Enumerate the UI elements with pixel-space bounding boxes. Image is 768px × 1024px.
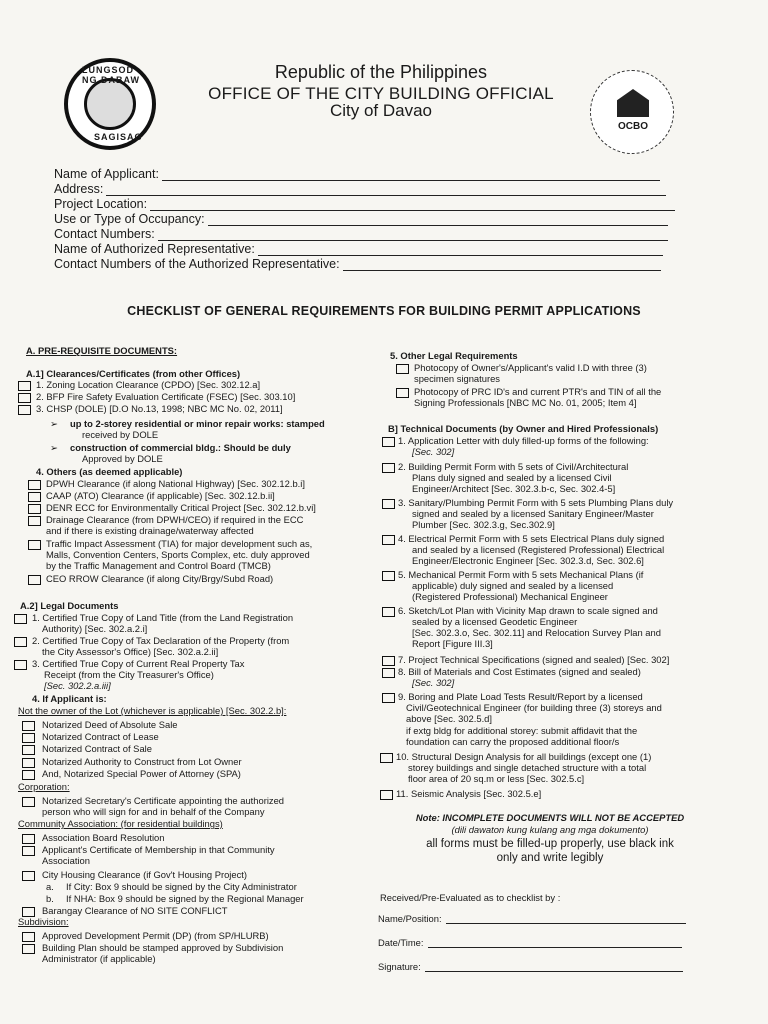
field-line[interactable]: [258, 244, 663, 256]
field-label: Name of Applicant:: [54, 167, 159, 181]
list-item: 7. Project Technical Specifications (signed and sealed) [Sec. 302]: [398, 654, 670, 665]
list-item: Receipt (from the City Treasurer's Office): [44, 669, 214, 680]
checkbox[interactable]: [28, 540, 41, 550]
list-item: If NHA: Box 9 should be signed by the Regional Manager: [66, 893, 304, 904]
field-label: Project Location:: [54, 197, 148, 211]
checkbox[interactable]: [382, 656, 395, 666]
list-item: 6. Sketch/Lot Plan with Vicinity Map drawn to scale signed and: [398, 605, 658, 616]
checkbox[interactable]: [22, 834, 35, 844]
list-item: City Housing Clearance (if Gov't Housing Project): [42, 869, 247, 880]
header-republic: Republic of the Philippines: [274, 62, 488, 82]
list-item: 5. Mechanical Permit Form with 5 sets Mechanical Plans (if: [398, 569, 644, 580]
field-applicant-name[interactable]: [54, 167, 660, 181]
field-line[interactable]: [208, 214, 668, 226]
field-label: Name of Authorized Representative:: [54, 242, 255, 256]
checkbox[interactable]: [382, 499, 395, 509]
field-project-location[interactable]: [54, 197, 675, 211]
field-label: Contact Numbers of the Authorized Representative:: [54, 257, 340, 271]
checkbox[interactable]: [382, 535, 395, 545]
checkbox[interactable]: [22, 797, 35, 807]
checkbox[interactable]: [22, 871, 35, 881]
ocbo-label: OCBO: [618, 121, 648, 132]
checkbox[interactable]: [22, 733, 35, 743]
section-technical-documents: B] Technical Documents (by Owner and Hired Professionals): [388, 423, 659, 434]
list-item: Authority) [Sec. 302.a.2.i]: [42, 623, 148, 634]
list-item: 10. Structural Design Analysis for all buildings (except one (1): [396, 751, 652, 762]
section-legal-documents: A.2] Legal Documents: [20, 600, 119, 611]
checkbox[interactable]: [382, 571, 395, 581]
signoff-heading: Received/Pre-Evaluated as to checklist by :: [380, 892, 561, 903]
signoff-line[interactable]: [428, 937, 682, 948]
list-item: 3. CHSP (DOLE) [D.O No.13, 1998; NBC MC No. 02, 2011]: [36, 403, 283, 414]
list-item: Report [Figure III.3]: [412, 638, 493, 649]
subsection-corporation: Corporation:: [18, 781, 70, 792]
list-item: [Sec. 302.2.a.iii]: [44, 680, 111, 691]
list-item: 4. Electrical Permit Form with 5 sets Electrical Plans duly signed: [398, 533, 665, 544]
list-item: Notarized Deed of Absolute Sale: [42, 719, 178, 730]
list-item: Barangay Clearance of NO SITE CONFLICT: [42, 905, 228, 916]
list-item: Plans duly signed and sealed by a licensed Civil: [412, 472, 612, 483]
list-item: Association Board Resolution: [42, 832, 165, 843]
note-legibly: only and write legibly: [496, 852, 604, 864]
field-contact-numbers[interactable]: [54, 227, 668, 241]
list-item: if extg bldg for additional storey: submit affidavit that the: [406, 725, 638, 736]
signoff-label: Name/Position:: [378, 913, 442, 924]
list-item: Administrator (if applicable): [42, 953, 156, 964]
list-item: Engineer/Electronic Engineer [Sec. 302.3.d, Sec. 302.6]: [412, 555, 644, 566]
signoff-line[interactable]: [446, 913, 686, 924]
list-item: 2. BFP Fire Safety Evaluation Certificate (FSEC) [Sec. 303.10]: [36, 391, 296, 402]
section-prerequisite: A. PRE-REQUISITE DOCUMENTS:: [26, 345, 178, 356]
seal-top-text: LUNGSOD NG DABAW: [82, 65, 140, 85]
list-item: (Registered Professional) Mechanical Engineer: [412, 591, 608, 602]
note-bisaya: (dili dawaton kung kulang ang mga dokumento): [451, 824, 649, 835]
list-item: by the Traffic Management and Control Board (TMCB): [46, 560, 271, 571]
list-item: 11. Seismic Analysis [Sec. 302.5.e]: [396, 788, 542, 799]
checkbox[interactable]: [22, 770, 35, 780]
checkbox[interactable]: [22, 745, 35, 755]
list-item: the City Assessor's Office) [Sec. 302.a.2.ii]: [42, 646, 219, 657]
section-clearances: A.1] Clearances/Certificates (from other Offices): [26, 368, 241, 379]
checkbox[interactable]: [18, 381, 31, 391]
list-item: above [Sec. 302.5.d]: [406, 713, 493, 724]
list-item: 8. Bill of Materials and Cost Estimates (signed and sealed): [398, 666, 641, 677]
list-item: sealed by a licensed Geodetic Engineer: [412, 616, 578, 627]
checkbox[interactable]: [28, 516, 41, 526]
checkbox[interactable]: [18, 405, 31, 415]
list-item: 3. Sanitary/Plumbing Permit Form with 5 sets Plumbing Plans duly: [398, 497, 674, 508]
list-item: 1. Zoning Location Clearance (CPDO) [Sec. 302.12.a]: [36, 379, 261, 390]
list-item: 1. Certified True Copy of Land Title (from the Land Registration: [32, 612, 294, 623]
header-city: City of Davao: [329, 101, 433, 120]
note-incomplete: Note: INCOMPLETE DOCUMENTS WILL NOT BE ACCEPTED: [415, 812, 685, 823]
list-item: Association: [42, 855, 90, 866]
list-item: Malls, Convention Centers, Sports Complex, etc. duly approved: [46, 549, 310, 560]
list-item: and if there is existing drainage/waterway affected: [46, 525, 254, 536]
checkbox[interactable]: [18, 393, 31, 403]
signoff-label: Signature:: [378, 961, 421, 972]
list-item: Photocopy of Owner's/Applicant's valid I.D with three (3): [414, 362, 647, 373]
field-label: Contact Numbers:: [54, 227, 155, 241]
field-line[interactable]: [106, 184, 666, 196]
list-item: Notarized Contract of Sale: [42, 743, 152, 754]
subsection-subdivision: Subdivision:: [18, 916, 69, 927]
list-item: Approved Development Permit (DP) (from SP/HLURB): [42, 930, 269, 941]
list-item: Notarized Contract of Lease: [42, 731, 159, 742]
signoff-signature-field[interactable]: [378, 961, 683, 972]
checkbox[interactable]: [22, 932, 35, 942]
list-item: Plumber [Sec. 302.3.g, Sec.302.9]: [412, 519, 555, 530]
checkbox[interactable]: [14, 637, 27, 647]
checkbox[interactable]: [14, 614, 27, 624]
seal-emblem: [84, 78, 136, 130]
checkbox[interactable]: [28, 480, 41, 490]
subsection-other-legal: 5. Other Legal Requirements: [390, 350, 518, 361]
checkbox[interactable]: [382, 693, 395, 703]
bullet-b: b.: [46, 893, 54, 904]
field-representative[interactable]: [54, 242, 663, 256]
list-item: 2. Building Permit Form with 5 sets of Civil/Architectural: [398, 461, 629, 472]
field-label: Use or Type of Occupancy:: [54, 212, 205, 226]
list-item: 9. Boring and Plate Load Tests Result/Report by a licensed: [398, 691, 643, 702]
arrow-bullet: ➢: [50, 442, 58, 453]
seal-bottom-text: SAGISAG: [94, 132, 143, 142]
checkbox[interactable]: [22, 846, 35, 856]
checkbox[interactable]: [28, 492, 41, 502]
signoff-date-field[interactable]: [378, 937, 682, 948]
subsection-community-association: Community Association: (for residential buildings): [18, 818, 223, 829]
checkbox[interactable]: [380, 790, 393, 800]
checkbox[interactable]: [396, 388, 409, 398]
checkbox[interactable]: [382, 607, 395, 617]
list-item: Signing Professionals [NBC MC No. 01, 2005; Item 4]: [414, 397, 637, 408]
list-item: 3. Certified True Copy of Current Real Property Tax: [32, 658, 245, 669]
list-item: Traffic Impact Assessment (TIA) for major development such as,: [46, 538, 313, 549]
list-item: Approved by DOLE: [82, 453, 163, 464]
field-occupancy[interactable]: [54, 212, 668, 226]
signoff-line[interactable]: [425, 961, 683, 972]
checkbox[interactable]: [382, 463, 395, 473]
list-item: If City: Box 9 should be signed by the City Administrator: [66, 881, 297, 892]
signoff-name-field[interactable]: [378, 913, 686, 924]
checkbox[interactable]: [14, 660, 27, 670]
ocbo-seal-logo: [590, 70, 674, 154]
checklist-title: CHECKLIST OF GENERAL REQUIREMENTS FOR BUILDING PERMIT APPLICATIONS: [127, 304, 641, 318]
list-item: Engineer/Architect [Sec. 302.3.b-c, Sec. 302.4-5]: [412, 483, 616, 494]
list-item: DPWH Clearance (if along National Highway) [Sec. 302.12.b.i]: [46, 478, 305, 489]
checkbox[interactable]: [382, 668, 395, 678]
list-item: construction of commercial bldg.: Should be duly: [70, 442, 291, 453]
list-item: 1. Application Letter with duly filled-up forms of the following:: [398, 435, 649, 446]
subsection-not-owner: Not the owner of the Lot (whichever is applicable) [Sec. 302.2.b]:: [18, 705, 287, 716]
checkbox[interactable]: [382, 437, 395, 447]
list-item: person who will sign for and in behalf of the Company: [42, 806, 265, 817]
list-item: [Sec. 302.3.o, Sec. 302.11] and Relocation Survey Plan and: [412, 627, 661, 638]
list-item: [Sec. 302]: [412, 446, 455, 457]
checkbox[interactable]: [380, 753, 393, 763]
header-office: OFFICE OF THE CITY BUILDING OFFICIAL: [208, 84, 554, 103]
list-item: And, Notarized Special Power of Attorney (SPA): [42, 768, 241, 779]
list-item: applicable) duly signed and sealed by a licensed: [412, 580, 614, 591]
subsection-others: 4. Others (as deemed applicable): [36, 466, 183, 477]
list-item: CAAP (ATO) Clearance (if applicable) [Sec. 302.12.b.ii]: [46, 490, 275, 501]
subsection-if-applicant: 4. If Applicant is:: [32, 693, 107, 704]
list-item: and sealed by a licensed (Registered Professional) Electrical: [412, 544, 665, 555]
list-item: DENR ECC for Environmentally Critical Project [Sec. 302.12.b.vi]: [46, 502, 316, 513]
list-item: Building Plan should be stamped approved by Subdivision: [42, 942, 284, 953]
list-item: foundation can carry the proposed additional floor/s: [406, 736, 620, 747]
list-item: Civil/Geotechnical Engineer (for building three (3) storeys and: [406, 702, 662, 713]
list-item: Applicant's Certificate of Membership in that Community: [42, 844, 275, 855]
note-forms: all forms must be filled-up properly, use black ink: [426, 838, 674, 850]
list-item: floor area of 20 sq.m or less [Sec. 302.5.c]: [408, 773, 585, 784]
list-item: Notarized Authority to Construct from Lot Owner: [42, 756, 242, 767]
checkbox[interactable]: [396, 364, 409, 374]
list-item: Notarized Secretary's Certificate appointing the authorized: [42, 795, 285, 806]
field-address[interactable]: [54, 182, 666, 196]
field-line[interactable]: [343, 259, 661, 271]
checkbox[interactable]: [22, 721, 35, 731]
signoff-label: Date/Time:: [378, 937, 424, 948]
list-item: received by DOLE: [82, 429, 159, 440]
list-item: specimen signatures: [414, 373, 500, 384]
arrow-bullet: ➢: [50, 418, 58, 429]
field-label: Address:: [54, 182, 104, 196]
list-item: 2. Certified True Copy of Tax Declaration of the Property (from: [32, 635, 290, 646]
list-item: [Sec. 302]: [412, 677, 455, 688]
list-item: Photocopy of PRC ID's and current PTR's and TIN of all the: [414, 386, 662, 397]
city-seal-logo: [64, 58, 156, 150]
list-item: Drainage Clearance (from DPWH/CEO) if required in the ECC: [46, 514, 304, 525]
field-line[interactable]: [150, 199, 675, 211]
field-line[interactable]: [162, 169, 660, 181]
field-line[interactable]: [158, 229, 668, 241]
checkbox[interactable]: [22, 758, 35, 768]
checkbox[interactable]: [28, 575, 41, 585]
bullet-a: a.: [46, 881, 54, 892]
checkbox[interactable]: [22, 944, 35, 954]
list-item: storey buildings and single detached structure with a total: [408, 762, 647, 773]
list-item: CEO RROW Clearance (if along City/Brgy/Subd Road): [46, 573, 274, 584]
list-item: up to 2-storey residential or minor repair works: stamped: [70, 418, 325, 429]
building-icon: [617, 89, 649, 117]
field-representative-contact[interactable]: [54, 257, 661, 271]
checkbox[interactable]: [28, 504, 41, 514]
list-item: signed and sealed by a licensed Sanitary Engineer/Master: [412, 508, 654, 519]
